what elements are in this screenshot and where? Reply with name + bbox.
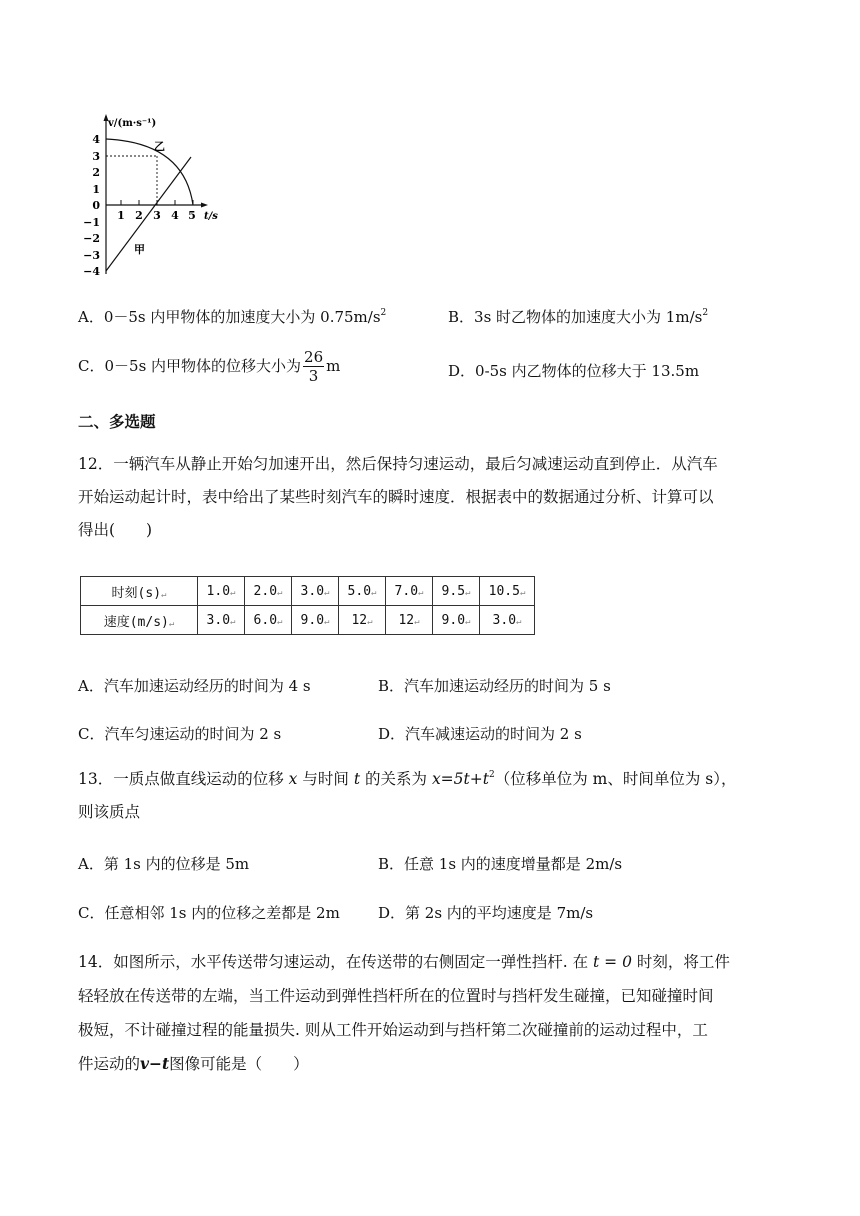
x-tick-label: 5 [188, 209, 196, 222]
x-tick-label: 4 [171, 209, 179, 222]
q13-option-c[interactable]: C．任意相邻 1s 内的位移之差都是 2m [78, 904, 340, 922]
y-tick-label: −1 [83, 216, 100, 229]
velocity-time-graph [78, 112, 228, 280]
table-row [81, 606, 535, 635]
section-title: 二、多选题 [78, 413, 156, 431]
x-axis-label: t/s [204, 211, 218, 222]
q11-option-a[interactable]: A．0－5s 内甲物体的加速度大小为 $0.75m/s^2$ [78, 308, 387, 326]
table-cell: 3.0↵ [198, 606, 245, 635]
table-cell: 3.0↵ [480, 606, 535, 635]
table-cell: 7.0↵ [386, 577, 433, 606]
y-tick-label: −3 [83, 249, 100, 262]
table-row [81, 577, 535, 606]
line-label-jia: 甲 [134, 243, 145, 256]
q13-option-b[interactable]: B．任意 1s 内的速度增量都是 2m/s [378, 855, 623, 873]
y-tick-label: 1 [92, 183, 100, 196]
y-tick-label: 2 [92, 166, 100, 179]
y-tick-label: 3 [92, 150, 100, 163]
table-cell: 2.0↵ [245, 577, 292, 606]
table-cell: 12↵ [386, 606, 433, 635]
x-axis-arrow [201, 203, 208, 208]
q12-data-table [80, 576, 535, 635]
table-cell: 5.0↵ [339, 577, 386, 606]
y-tick-label: −2 [83, 232, 100, 245]
table-cell: 9.5↵ [433, 577, 480, 606]
y-tick-label: −4 [83, 265, 100, 278]
q14-stem: 14．如图所示，水平传送带匀速运动，在传送带的右侧固定一弹性挡杆. 在 t = 0 时刻，将工件 轻轻放在传送带的左端，当工件运动到弹性挡杆所在的位置时与挡杆发生碰撞，已知碰撞时间 极短，不计碰撞过程的能量损失. 则从工件开始运动到与挡杆第二次碰撞前的运动过程中，工 件运动的v−t图像可能是（ ） [78, 953, 730, 1073]
x-tick-label: 1 [117, 209, 125, 222]
table-cell: 9.0↵ [292, 606, 339, 635]
table-cell: 9.0↵ [433, 606, 480, 635]
y-axis-label: v/(m·s⁻¹) [108, 118, 157, 129]
q11-option-c[interactable]: C．0－5s 内甲物体的位移大小为 $\frac{26}{3}$ m [78, 348, 341, 385]
y-tick-label: 0 [92, 199, 100, 212]
q13-option-a[interactable]: A．第 1s 内的位移是 5m [78, 855, 250, 873]
q13-option-d[interactable]: D．第 2s 内的平均速度是 7m/s [378, 904, 594, 922]
q12-option-c[interactable]: C．汽车匀速运动的时间为 2 s [78, 725, 282, 743]
table-header-cell: 时刻(s)↵ [81, 577, 198, 606]
x-tick-label: 3 [153, 209, 161, 222]
q12-option-b[interactable]: B．汽车加速运动经历的时间为 5 s [378, 677, 611, 695]
q12-option-d[interactable]: D．汽车减速运动的时间为 2 s [378, 725, 582, 743]
x-tick-label: 2 [135, 209, 143, 222]
q13-stem: 13．一质点做直线运动的位移 x 与时间 t 的关系为 $x=5t+t^2$（位移单位为 m、时间单位为 s）， 则该质点 [78, 770, 737, 821]
table-cell: 3.0↵ [292, 577, 339, 606]
q12-option-a[interactable]: A．汽车加速运动经历的时间为 4 s [78, 677, 311, 695]
curve-label-yi: 乙 [154, 140, 165, 153]
table-cell: 1.0↵ [198, 577, 245, 606]
table-cell: 6.0↵ [245, 606, 292, 635]
table-cell: 10.5↵ [480, 577, 535, 606]
q11-option-b[interactable]: B．3s 时乙物体的加速度大小为 $1m/s^2$ [448, 308, 709, 326]
q11-option-d[interactable]: D．0-5s 内乙物体的位移大于 13.5m [448, 362, 700, 380]
y-tick-label: 4 [92, 133, 100, 146]
q12-stem: 12．一辆汽车从静止开始匀加速开出，然后保持匀速运动，最后匀减速运动直到停止．从汽车 开始运动起计时，表中给出了某些时刻汽车的瞬时速度．根据表中的数据通过分析、计算可以 得出( ) [78, 455, 718, 539]
table-cell: 12↵ [339, 606, 386, 635]
fraction: $\frac{26}{3}$ [304, 348, 324, 385]
table-header-cell: 速度(m/s)↵ [81, 606, 198, 635]
